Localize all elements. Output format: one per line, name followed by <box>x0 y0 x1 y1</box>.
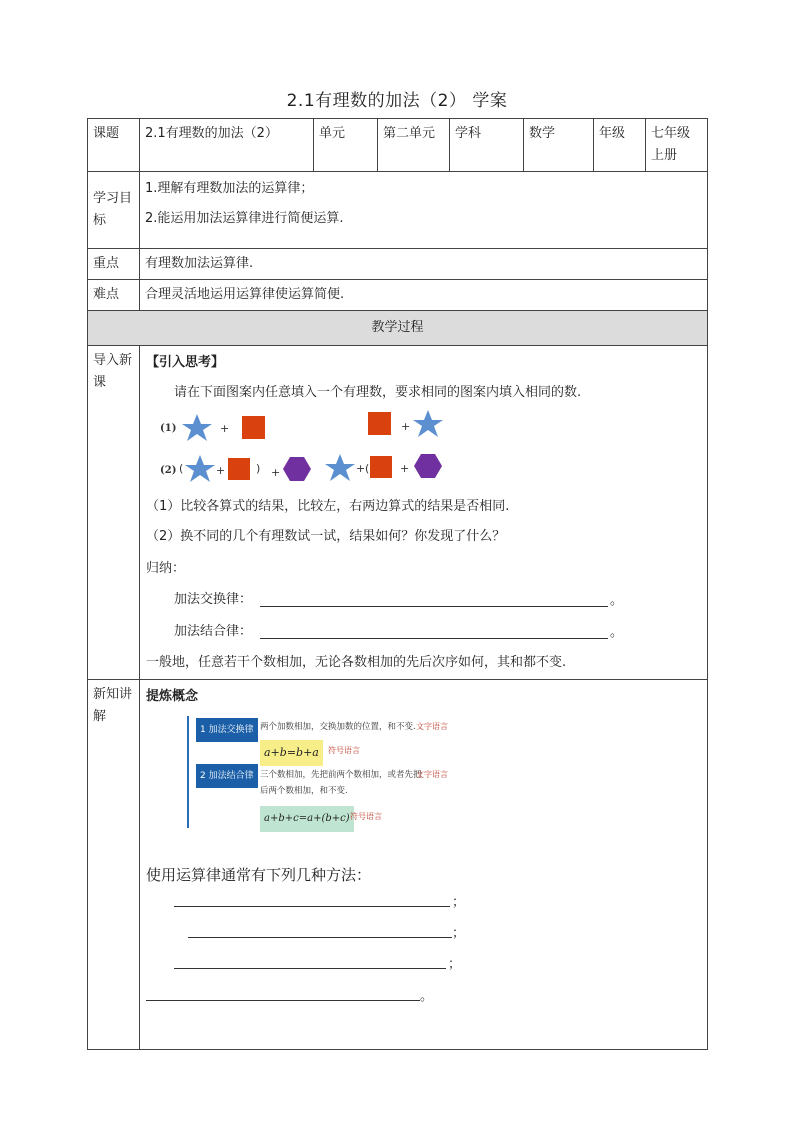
square-icon <box>370 456 392 478</box>
summary-label: 归纳： <box>146 561 186 576</box>
focus-text: 有理数加法运算律. <box>140 249 708 280</box>
box1-tag2: 符号语言 <box>328 746 360 755</box>
commutative-blank[interactable] <box>260 606 608 607</box>
end-mark-2: 。 <box>610 625 624 640</box>
box2-tag: 文字语言 <box>416 770 448 779</box>
svg-text:+: + <box>220 422 230 435</box>
method-blank-3[interactable] <box>174 968 446 969</box>
svg-text:): ) <box>256 462 261 475</box>
svg-text:+: + <box>216 464 226 477</box>
focus-label: 重点 <box>88 249 140 280</box>
shape-equations <box>150 406 470 496</box>
end-mark-1: 。 <box>610 593 624 608</box>
square-icon <box>228 458 250 480</box>
difficulty-label: 难点 <box>88 280 140 311</box>
intro-content <box>140 346 708 680</box>
grade-label: 年级 <box>594 119 646 172</box>
svg-text:+: + <box>401 420 411 433</box>
topic-value: 2.1有理数的加法（2） <box>140 119 314 172</box>
goals-label: 学习目标 <box>88 172 140 249</box>
svg-text:+: + <box>400 462 410 475</box>
intro-heading: 【引入思考】 <box>146 355 225 370</box>
hexagon-icon <box>283 457 311 481</box>
svg-text:(: ( <box>179 462 184 475</box>
associative-label: 加法结合律： <box>174 624 253 639</box>
row2-label: (2) <box>160 465 177 476</box>
new-heading: 提炼概念 <box>146 689 199 704</box>
hexagon-icon <box>414 454 442 478</box>
box2-formula: a+b+c=a+(b+c) <box>260 806 354 832</box>
svg-text:+: + <box>356 462 366 475</box>
subject-label: 学科 <box>450 119 524 172</box>
star-icon <box>325 454 355 481</box>
subject-value: 数学 <box>524 119 594 172</box>
box1-title: 1 加法交换律 <box>196 718 258 742</box>
svg-text:+: + <box>271 466 281 479</box>
method-blank-1[interactable] <box>174 906 450 907</box>
box1-tag: 文字语言 <box>416 722 448 731</box>
new-content <box>140 680 708 1050</box>
semi-1: ； <box>452 895 466 910</box>
semi-3: ； <box>448 957 462 972</box>
goals-content <box>140 172 708 249</box>
methods-intro: 使用运算律通常有下列几种方法： <box>146 866 372 884</box>
box2-title: 2 加法结合律 <box>196 764 258 788</box>
intro-label: 导入新课 <box>88 346 140 680</box>
star-icon <box>182 414 212 441</box>
goal-item-1: 1.理解有理数加法的运算律； <box>145 181 314 196</box>
question-2: （2）换不同的几个有理数试一试，结果如何？你发现了什么？ <box>146 529 506 544</box>
page-title: 2.1有理数的加法（2） 学案 <box>286 91 508 111</box>
square-icon <box>368 412 391 435</box>
concept-bar <box>187 716 189 828</box>
associative-blank[interactable] <box>260 638 608 639</box>
goal-item-2: 2.能运用加法运算律进行简便运算. <box>145 211 344 226</box>
period-mark: 。 <box>420 989 434 1004</box>
box1-text: 两个加数相加，交换加数的位置，和不变. <box>260 722 416 732</box>
box2-text-2: 后两个数相加，和不变. <box>260 786 348 796</box>
box1-formula: a+b=b+a <box>260 740 323 766</box>
method-blank-4[interactable] <box>146 1000 420 1001</box>
star-icon <box>413 410 443 437</box>
row1-label: (1) <box>160 423 177 434</box>
process-header: 教学过程 <box>88 311 708 346</box>
box2-text-1: 三个数相加，先把前两个数相加，或者先把 <box>260 770 422 780</box>
unit-label: 单元 <box>314 119 378 172</box>
commutative-label: 加法交换律： <box>174 592 253 607</box>
intro-instruction: 请在下面图案内任意填入一个有理数，要求相同的图案内填入相同的数. <box>174 385 582 400</box>
svg-text:(: ( <box>365 462 370 475</box>
new-label: 新知讲解 <box>88 680 140 1050</box>
question-1: （1）比较各算式的结果，比较左，右两边算式的结果是否相同. <box>146 499 510 514</box>
star-icon <box>185 455 215 482</box>
semi-2: ； <box>452 926 466 941</box>
topic-label: 课题 <box>88 119 140 172</box>
grade-value: 七年级上册 <box>646 119 708 172</box>
lesson-table <box>87 118 708 1050</box>
square-icon <box>242 416 265 439</box>
difficulty-text: 合理灵活地运用运算律使运算简便. <box>140 280 708 311</box>
general-statement: 一般地，任意若干个数相加，无论各数相加的先后次序如何，其和都不变. <box>146 655 567 670</box>
method-blank-2[interactable] <box>188 937 452 938</box>
box2-tag2: 符号语言 <box>350 812 382 821</box>
unit-value: 第二单元 <box>378 119 450 172</box>
